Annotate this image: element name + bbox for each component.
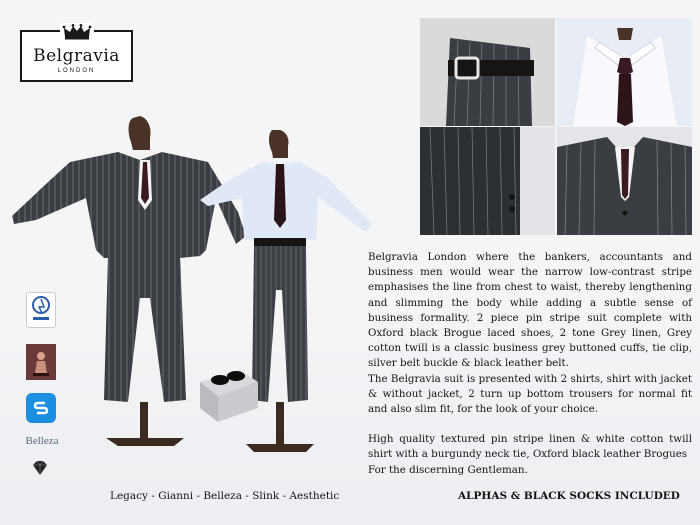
description-paragraph-3: High quality textured pin stripe linen & white cotton twill shirt with a burgundy neck tie, Oxford black leather Brogues — [368, 433, 692, 461]
shoe-box-with-brogues — [200, 370, 258, 422]
description-paragraph-1: Belgravia London where the bankers, accountants and business men would wear the narrow low-contrast stripe emphasises the line from chest to waist, thereby lengthening and slimming the body while adding a subtle sense of business formality. 2 piece pin stripe suit complete with Oxford black Brogue laced shoes, 2 tone Grey linen, Grey cotton twill is a classic business grey buttoned cuffs, tie clip, silver belt buckle & black leather belt. — [368, 251, 692, 370]
legacy-badge — [26, 344, 56, 380]
brand-logo — [20, 30, 133, 82]
description-paragraph-4: For the discerning Gentleman. — [368, 463, 528, 476]
slink-badge — [26, 292, 56, 328]
belleza-badge: Belleza — [25, 435, 59, 447]
compatibility-list: Legacy - Gianni - Belleza - Slink - Aesthetic — [110, 490, 340, 502]
product-description — [368, 250, 692, 478]
includes-note: ALPHAS & BLACK SOCKS INCLUDED — [458, 490, 680, 502]
jacket-lapel-closeup — [557, 127, 692, 235]
trouser-turnup-closeup — [420, 127, 555, 235]
description-paragraph-2: The Belgravia suit is presented with 2 shirts, shirt with jacket & without jacket, 2 turn up bottom trousers for normal fit and also slim fit, for the look of your choice. — [368, 372, 692, 416]
detail-photo-grid — [420, 18, 692, 235]
mannequin-illustration — [0, 100, 380, 470]
crown-icon — [60, 23, 94, 41]
brand-name: Belgravia — [33, 46, 120, 66]
shirt-collar-tie-closeup — [557, 18, 692, 126]
slink-s-icon — [26, 393, 56, 423]
brand-location: LONDON — [57, 68, 96, 74]
belt-buckle-closeup — [420, 18, 555, 126]
aesthetic-diamond-icon — [30, 458, 50, 478]
